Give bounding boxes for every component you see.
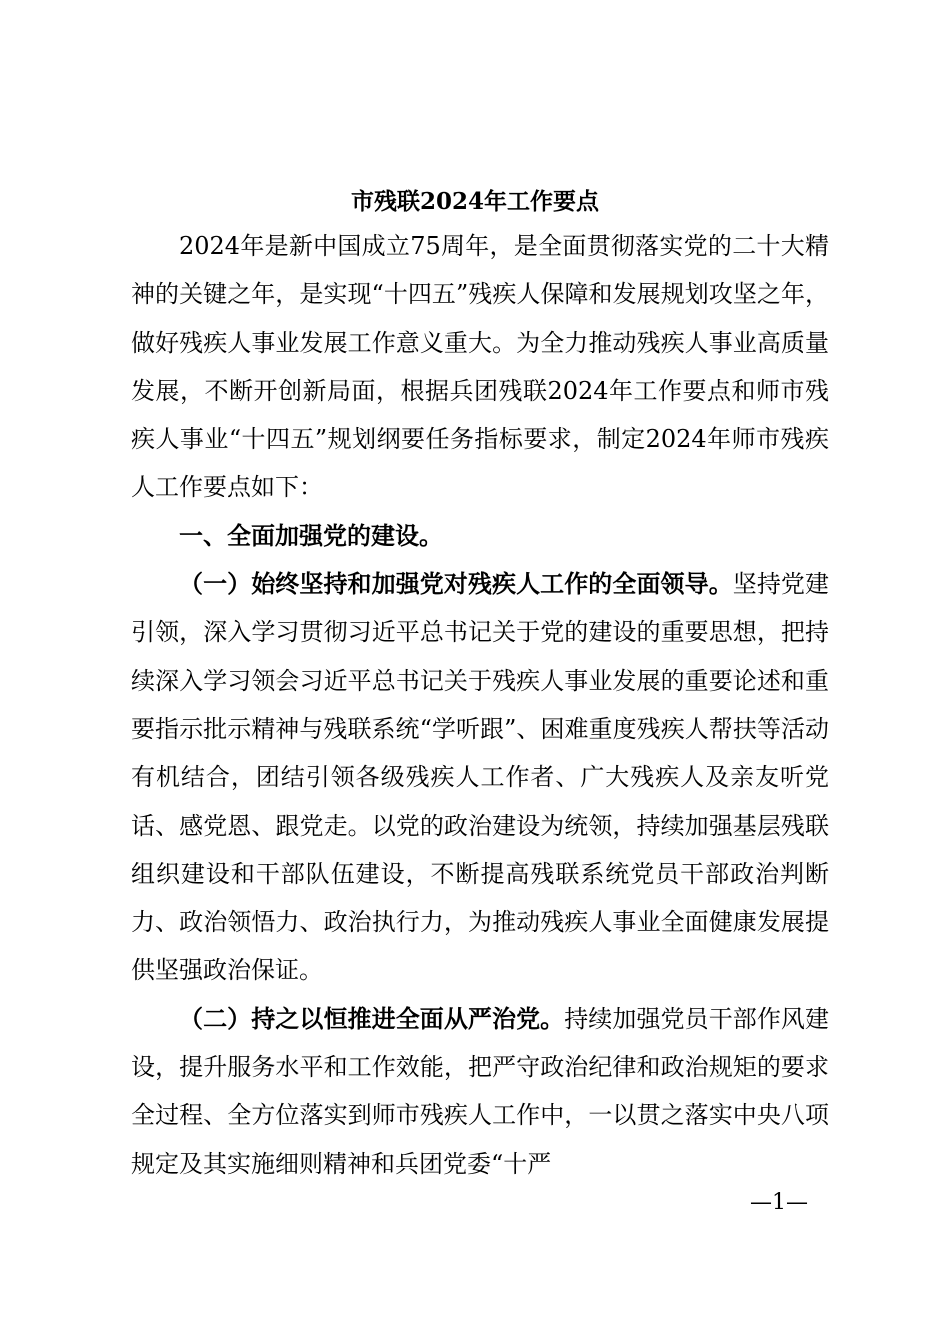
item-1-text: 坚持党建引领，深入学习贯彻习近平总书记关于党的建设的重要思想，把持续深入学习领会习近平总书记关于残疾人事业发展的重要论述和重要指示批示精神与残联系统“学听跟”、困难重度残疾人帮扶等活动有机结合，团结引领各级残疾人工作者、广大残疾人及亲友听党话、感党恩、跟党走。以党的政治建设为统领，持续加强基层残联组织建设和干部队伍建设，不断提高残联系统党员干部政治判断力、政治领悟力、政治执行力，为推动残疾人事业全面健康发展提供坚强政治保证。 [131, 570, 830, 985]
item-2-paragraph [131, 995, 829, 1188]
section-heading: 一、全面加强党的建设。 [179, 520, 443, 550]
page-number: —1— [750, 1190, 808, 1215]
intro-paragraph: 2024年是新中国成立75周年，是全面贯彻落实党的二十大精神的关键之年，是实现“十四五”残疾人保障和发展规划攻坚之年，做好残疾人事业发展工作意义重大。为全力推动残疾人事业高质量发展，不断开创新局面，根据兵团残联2024年工作要点和师市残疾人事业“十四五”规划纲要任务指标要求，制定2024年师市残疾人工作要点如下： [131, 232, 829, 502]
document-title: 市残联2024年工作要点 [350, 188, 599, 215]
item-2-heading: （二）持之以恒推进全面从严治党。 [179, 1003, 565, 1033]
document-body [131, 222, 829, 1188]
item-2-text: 持续加强党员干部作风建设，提升服务水平和工作效能，把严守政治纪律和政治规矩的要求全过程、全方位落实到师市残疾人工作中，一以贯之落实中央八项规定及其实施细则精神和兵团党委“十严 [131, 1004, 830, 1178]
item-1-paragraph [131, 560, 829, 995]
item-1-heading: （一）始终坚持和加强党对残疾人工作的全面领导。 [179, 569, 733, 599]
